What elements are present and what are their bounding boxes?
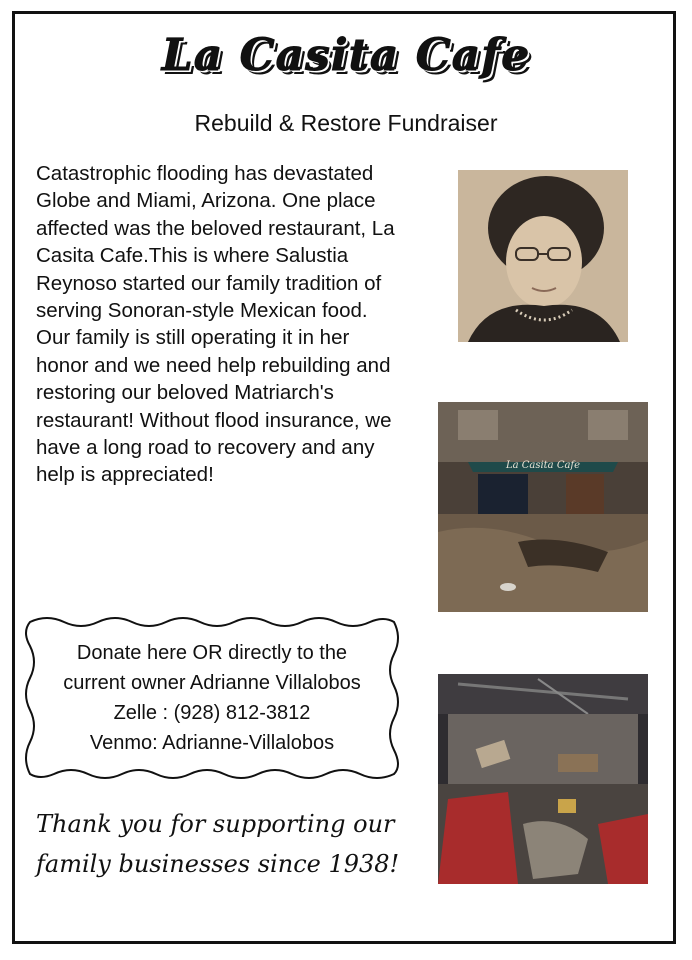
donate-line-1: Donate here OR directly to the (76, 642, 348, 664)
logo-text: La Casita Cafe (161, 30, 531, 81)
thank-you-line-2: family businesses since 1938! (36, 850, 400, 878)
logo (0, 30, 692, 81)
thank-you-line-1: Thank you for supporting our (36, 810, 395, 838)
story-paragraph: Catastrophic flooding has devastated Globe and Miami, Arizona. One place affected was the beloved restaurant, La Casita Cafe.This is where Salustia Reynoso started our family tradition of serving Sonoran-style Mexican food. Our family is still operating it in her honor and we need help rebuilding and restoring our beloved Matriarch's restaurant! Without flood insurance, we have a long road to recovery and any help is appreciated! (36, 162, 395, 487)
damaged-interior-photo (438, 674, 648, 884)
page-subtitle: Rebuild & Restore Fundraiser (194, 110, 498, 136)
donate-line-2: current owner Adrianne Villalobos (63, 672, 361, 694)
storefront-sign-text: La Casita Cafe (505, 460, 581, 471)
zelle-line: Zelle : (928) 812-3812 (113, 702, 311, 724)
donate-box (22, 614, 402, 782)
venmo-line: Venmo: Adrianne-Villalobos (89, 732, 335, 754)
thank-you-message (36, 804, 416, 884)
flooded-storefront-photo (438, 402, 648, 612)
matriarch-portrait-photo (458, 170, 628, 342)
